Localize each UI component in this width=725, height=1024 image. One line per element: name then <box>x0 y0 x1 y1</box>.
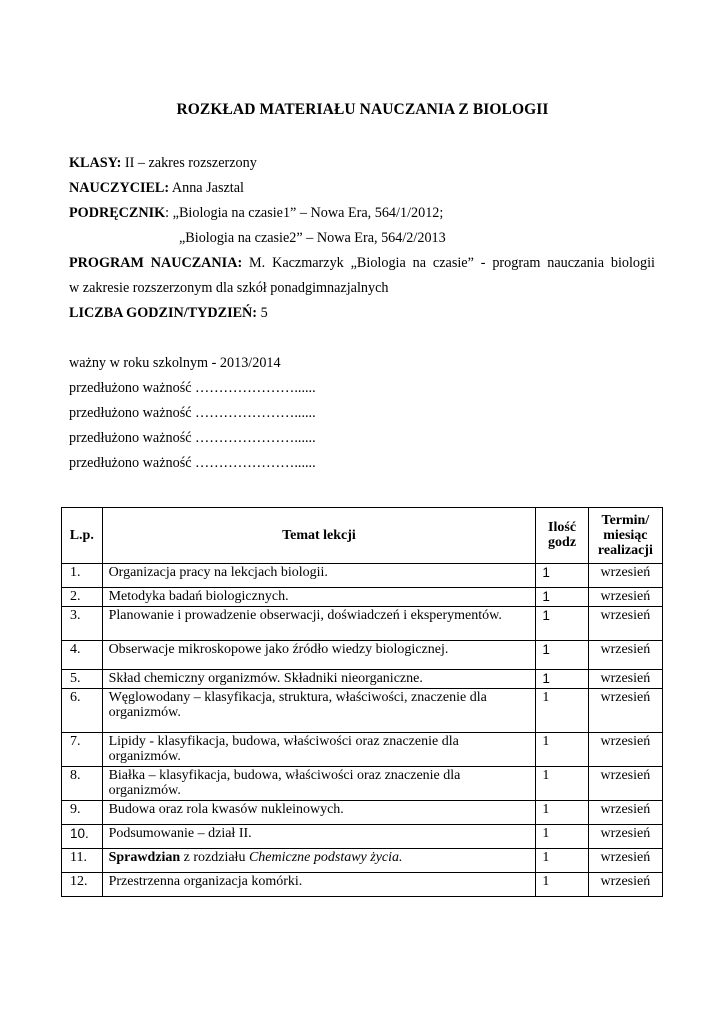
row-term: wrzesień <box>588 641 662 670</box>
godziny-label: LICZBA GODZIN/TYDZIEŃ: <box>69 305 258 321</box>
row-hours: 1 <box>536 641 588 670</box>
row-hours: 1 <box>536 767 588 801</box>
row-lp: 4. <box>62 641 103 670</box>
table-row <box>62 689 663 733</box>
row-lp: 12. <box>62 873 103 897</box>
table-header-row <box>62 508 663 564</box>
nauczyciel-label: NAUCZYCIEL: <box>69 180 170 196</box>
row-hours: 1 <box>536 733 588 767</box>
program-value-2: w zakresie rozszerzonym dla szkół ponadgimnazjalnych <box>69 280 389 296</box>
extended-line: przedłużono ważność …………………...... <box>69 380 316 396</box>
table-row <box>62 588 663 607</box>
row-topic: Przestrzenna organizacja komórki. <box>102 873 536 897</box>
row-lp: 5. <box>62 670 103 689</box>
row-topic: Planowanie i prowadzenie obserwacji, doświadczeń i eksperymentów. <box>102 607 536 641</box>
row-topic-italic: Chemiczne podstawy życia. <box>248 850 403 865</box>
extended-line: przedłużono ważność …………………...... <box>69 405 316 421</box>
header-hours: Ilość godz <box>536 508 588 564</box>
table-row <box>62 849 663 873</box>
table-row <box>62 767 663 801</box>
nauczyciel-value: Anna Jasztal <box>169 180 244 196</box>
row-lp: 9. <box>62 801 103 825</box>
row-term: wrzesień <box>588 849 662 873</box>
row-topic-mid: z rozdziału <box>180 850 249 865</box>
row-topic <box>102 849 536 873</box>
row-hours: 1 <box>536 801 588 825</box>
row-topic-bold: Sprawdzian <box>108 850 181 865</box>
row-term: wrzesień <box>588 801 662 825</box>
row-topic: Metodyka badań biologicznych. <box>102 588 536 607</box>
nauczyciel-line <box>69 180 244 197</box>
program-label: PROGRAM NAUCZANIA: <box>69 255 243 271</box>
row-hours: 1 <box>536 607 588 641</box>
row-term: wrzesień <box>588 733 662 767</box>
header-lp: L.p. <box>62 508 103 564</box>
row-term: wrzesień <box>588 767 662 801</box>
row-term: wrzesień <box>588 825 662 849</box>
klasy-line <box>69 155 257 172</box>
row-lp: 6. <box>62 689 103 733</box>
row-topic: Budowa oraz rola kwasów nukleinowych. <box>102 801 536 825</box>
table-row <box>62 564 663 588</box>
program-value: M. Kaczmarzyk „Biologia na czasie” - program nauczania biologii <box>242 255 656 271</box>
row-term: wrzesień <box>588 670 662 689</box>
godziny-line <box>69 305 268 322</box>
table-row <box>62 641 663 670</box>
row-hours: 1 <box>536 564 588 588</box>
row-lp: 3. <box>62 607 103 641</box>
row-lp: 10. <box>62 825 103 849</box>
row-topic: Białka – klasyfikacja, budowa, właściwości oraz znaczenie dla organizmów. <box>102 767 536 801</box>
row-topic: Węglowodany – klasyfikacja, struktura, właściwości, znaczenie dla organizmów. <box>102 689 536 733</box>
lesson-table <box>61 507 663 897</box>
extended-line: przedłużono ważność …………………...... <box>69 455 316 471</box>
valid-year-line: ważny w roku szkolnym - 2013/2014 <box>69 355 281 371</box>
row-hours: 1 <box>536 873 588 897</box>
row-lp: 8. <box>62 767 103 801</box>
row-topic: Obserwacje mikroskopowe jako źródło wiedzy biologicznej. <box>102 641 536 670</box>
row-hours: 1 <box>536 689 588 733</box>
header-topic: Temat lekcji <box>102 508 536 564</box>
row-hours: 1 <box>536 588 588 607</box>
row-topic: Organizacja pracy na lekcjach biologii. <box>102 564 536 588</box>
row-lp: 7. <box>62 733 103 767</box>
row-lp: 11. <box>62 849 103 873</box>
row-hours: 1 <box>536 670 588 689</box>
table-row <box>62 733 663 767</box>
godziny-value: 5 <box>257 305 268 321</box>
klasy-value: II – zakres rozszerzony <box>121 155 257 171</box>
row-term: wrzesień <box>588 689 662 733</box>
podrecznik-value-2: „Biologia na czasie2” – Nowa Era, 564/2/2013 <box>179 230 446 246</box>
header-term: Termin/ miesiąc realizacji <box>588 508 662 564</box>
podrecznik-label: PODRĘCZNIK <box>69 205 166 221</box>
row-topic: Skład chemiczny organizmów. Składniki nieorganiczne. <box>102 670 536 689</box>
table-row <box>62 801 663 825</box>
program-line <box>69 255 655 272</box>
table-row <box>62 873 663 897</box>
podrecznik-line <box>69 205 443 222</box>
table-row <box>62 607 663 641</box>
row-hours: 1 <box>536 825 588 849</box>
extended-line: przedłużono ważność …………………...... <box>69 430 316 446</box>
table-row <box>62 670 663 689</box>
row-term: wrzesień <box>588 873 662 897</box>
row-topic: Podsumowanie – dział II. <box>102 825 536 849</box>
row-topic: Lipidy - klasyfikacja, budowa, właściwości oraz znaczenie dla organizmów. <box>102 733 536 767</box>
row-lp: 1. <box>62 564 103 588</box>
podrecznik-value-1: : „Biologia na czasie1” – Nowa Era, 564/1/2012; <box>165 205 444 221</box>
klasy-label: KLASY: <box>69 155 122 171</box>
row-lp: 2. <box>62 588 103 607</box>
row-term: wrzesień <box>588 588 662 607</box>
row-term: wrzesień <box>588 564 662 588</box>
document-title: ROZKŁAD MATERIAŁU NAUCZANIA Z BIOLOGII <box>176 101 549 118</box>
table-row <box>62 825 663 849</box>
row-hours: 1 <box>536 849 588 873</box>
row-term: wrzesień <box>588 607 662 641</box>
